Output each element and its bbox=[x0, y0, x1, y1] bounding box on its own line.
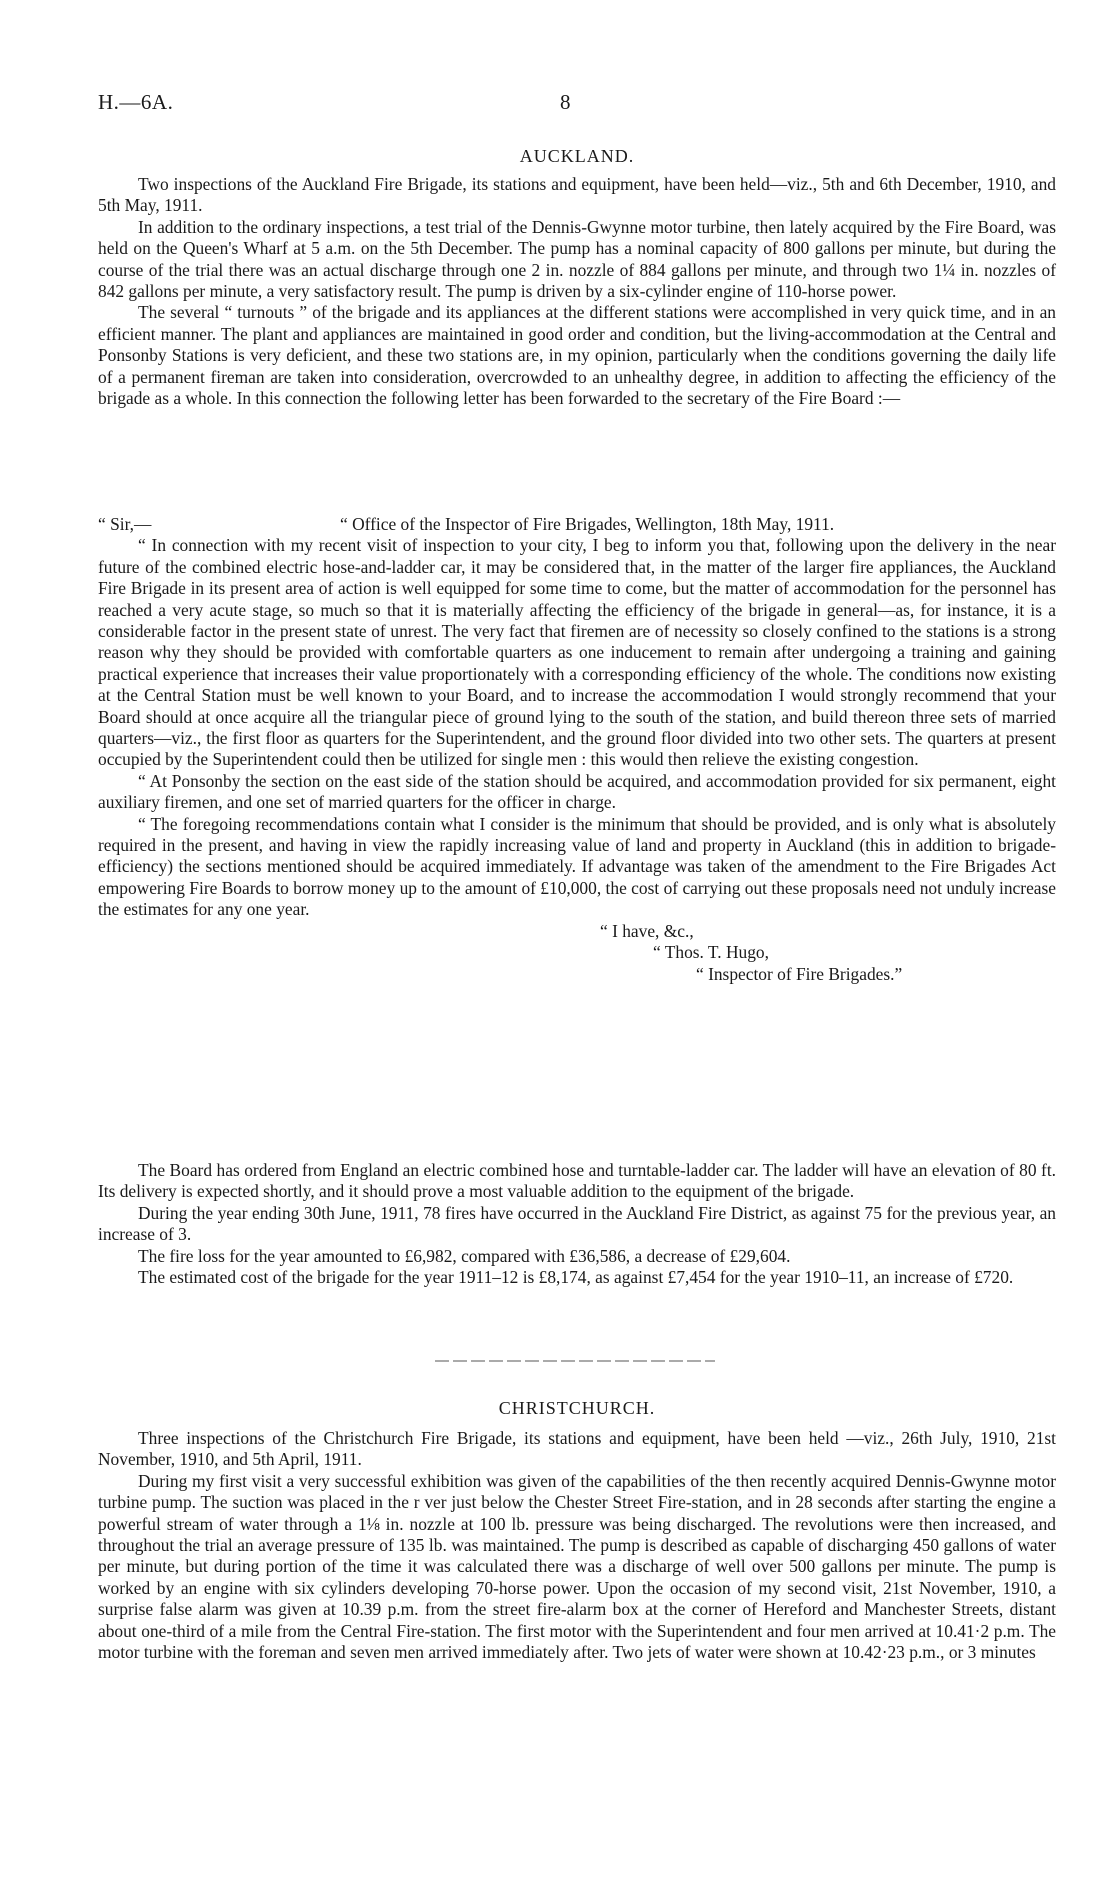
section-title-christchurch: CHRISTCHURCH. bbox=[498, 1398, 656, 1418]
letter-salutation: “ Sir,— bbox=[98, 514, 152, 534]
letter-closing: “ I have, &c., bbox=[600, 920, 694, 941]
letter-signature-block bbox=[98, 921, 1056, 985]
page-header bbox=[98, 90, 1056, 120]
letter bbox=[98, 514, 1056, 985]
paragraph: During the year ending 30th June, 1911, 78 fires have occurred in the Auckland Fire District, as against 75 for the previous year, an increase of 3. bbox=[98, 1202, 1056, 1245]
section-divider bbox=[435, 1360, 715, 1362]
letter-signature: “ Thos. T. Hugo, bbox=[653, 942, 769, 963]
letter-signature-title: “ Inspector of Fire Brigades.” bbox=[696, 963, 903, 984]
letter-paragraph: “ In connection with my recent visit of inspection to your city, I beg to inform you that, following upon the delivery in the near future of the combined electric hose-and-ladder car, it may be considered that, in the matter of the larger fire appliances, the Auckland Fire Brigade in its present area of action is well equipped for some time to come, but the matter of accommodation for the personnel has reached a very acute stage, so much so that it is materially affecting the efficiency of the brigade in general—as, for instance, it is a considerable factor in the present state of unrest. The very fact that firemen are of necessity so closely confined to the stations is a strong reason why they should be provided with comfortable quarters as one inducement to remain after undergoing a training and gaining practical experience that increases their value proportionately with a corresponding efficiency of the whole. The conditions now existing at the Central Station must be well known to your Board, and to increase the accommodation I would strongly recommend that your Board should at once acquire all the triangular piece of ground lying to the south of the station, and build thereon three sets of married quarters—viz., the first floor as quarters for the Superintendent, and the ground floor divided into two other sets. The quarters at present occupied by the Superintendent could then be utilized for single men : this would then relieve the existing congestion. bbox=[98, 535, 1056, 770]
paragraph: The Board has ordered from England an electric combined hose and turntable-ladder car. The ladder will have an elevation of 80 ft. Its delivery is expected shortly, and it should prove a most valuable addition to the equipment of the brigade. bbox=[98, 1160, 1056, 1202]
letter-paragraph: “ The foregoing recommendations contain what I consider is the minimum that should be provided, and is only what is absolutely required in the present, and having in view the rapidly increasing value of land and property in Auckland (this in addition to brigade-efficiency) the sections mentioned should be acquired immediately. If advantage was taken of the amendment to the Fire Brigades Act empowering Fire Boards to borrow money up to the amount of £10,000, the cost of carrying out these proposals need not unduly increase the estimates for any one year. bbox=[98, 813, 1056, 920]
paragraph: The several “ turnouts ” of the brigade and its appliances at the different stations were accomplished in very quick time, and in an efficient manner. The plant and appliances are maintained in good order and condition, but the living-accommodation at the Central and Ponsonby Stations is very deficient, and these two stations are, in my opinion, particularly when the conditions governing the daily life of a permanent fireman are taken into consideration, overcrowded to an unhealthy degree, in addition to affecting the efficiency of the brigade as a whole. In this connection the following letter has been forwarded to the secretary of the Fire Board :— bbox=[98, 302, 1056, 409]
paragraph: The fire loss for the year amounted to £6,982, compared with £36,586, a decrease of £29,604. bbox=[138, 1245, 791, 1266]
paragraph: The estimated cost of the brigade for the year 1911–12 is £8,174, as against £7,454 for the year 1910–11, an increase of £720. bbox=[138, 1267, 1014, 1288]
paragraph: Two inspections of the Auckland Fire Brigade, its stations and equipment, have been held—viz., 5th and 6th December, 1910, and 5th May, 1911. bbox=[98, 174, 1056, 216]
paragraph: In addition to the ordinary inspections, a test trial of the Dennis-Gwynne motor turbine, then lately acquired by the Fire Board, was held on the Queen's Wharf at 5 a.m. on the 5th December. The pump has a nominal capacity of 800 gallons per minute, but during the course of the trial there was an actual discharge through one 2 in. nozzle of 884 gallons per minute, and through two 1¼ in. nozzles of 842 gallons per minute, a very satisfactory result. The pump is driven by a six-cylinder engine of 110-horse power. bbox=[98, 216, 1056, 302]
auckland-summary bbox=[98, 1160, 1056, 1288]
auckland-intro bbox=[98, 174, 1056, 409]
paragraph: Three inspections of the Christchurch Fire Brigade, its stations and equipment, have been held —viz., 26th July, 1910, 21st November, 1910, and 5th April, 1911. bbox=[98, 1428, 1056, 1470]
christchurch-body bbox=[98, 1428, 1056, 1663]
document-reference: H.—6A. bbox=[98, 90, 174, 114]
section-title-auckland: AUCKLAND. bbox=[519, 146, 635, 166]
letter-heading bbox=[98, 514, 1056, 535]
letter-paragraph: “ At Ponsonby the section on the east side of the station should be acquired, and accommodation provided for six permanent, eight auxiliary firemen, and one set of married quarters for the officer in charge. bbox=[98, 770, 1056, 813]
page-number: 8 bbox=[560, 90, 571, 114]
paragraph: During my first visit a very successful exhibition was given of the capabilities of the then recently acquired Dennis-Gwynne motor turbine pump. The suction was placed in the r ver just below the Chester Street Fire-station, and in 28 seconds after starting the engine a powerful stream of water through a 1⅛ in. nozzle at 100 lb. pressure was being discharged. The revolutions were then increased, and throughout the trial an average pressure of 135 lb. was maintained. The pump is described as capable of discharging 450 gallons of water per minute, but during portion of the time it was calculated there was a discharge of well over 500 gallons per minute. The pump is worked by an engine with six cylinders developing 70-horse power. Upon the occasion of my second visit, 21st November, 1910, a surprise false alarm was given at 10.39 p.m. from the street fire-alarm box at the corner of Hereford and Manchester Streets, distant about one-third of a mile from the Central Fire-station. The first motor with the Superintendent and four men arrived at 10.41·2 p.m. The motor turbine with the foreman and seven men arrived immediately after. Two jets of water were shown at 10.42·23 p.m., or 3 minutes bbox=[98, 1470, 1056, 1663]
letter-dateline: “ Office of the Inspector of Fire Brigades, Wellington, 18th May, 1911. bbox=[340, 514, 835, 534]
